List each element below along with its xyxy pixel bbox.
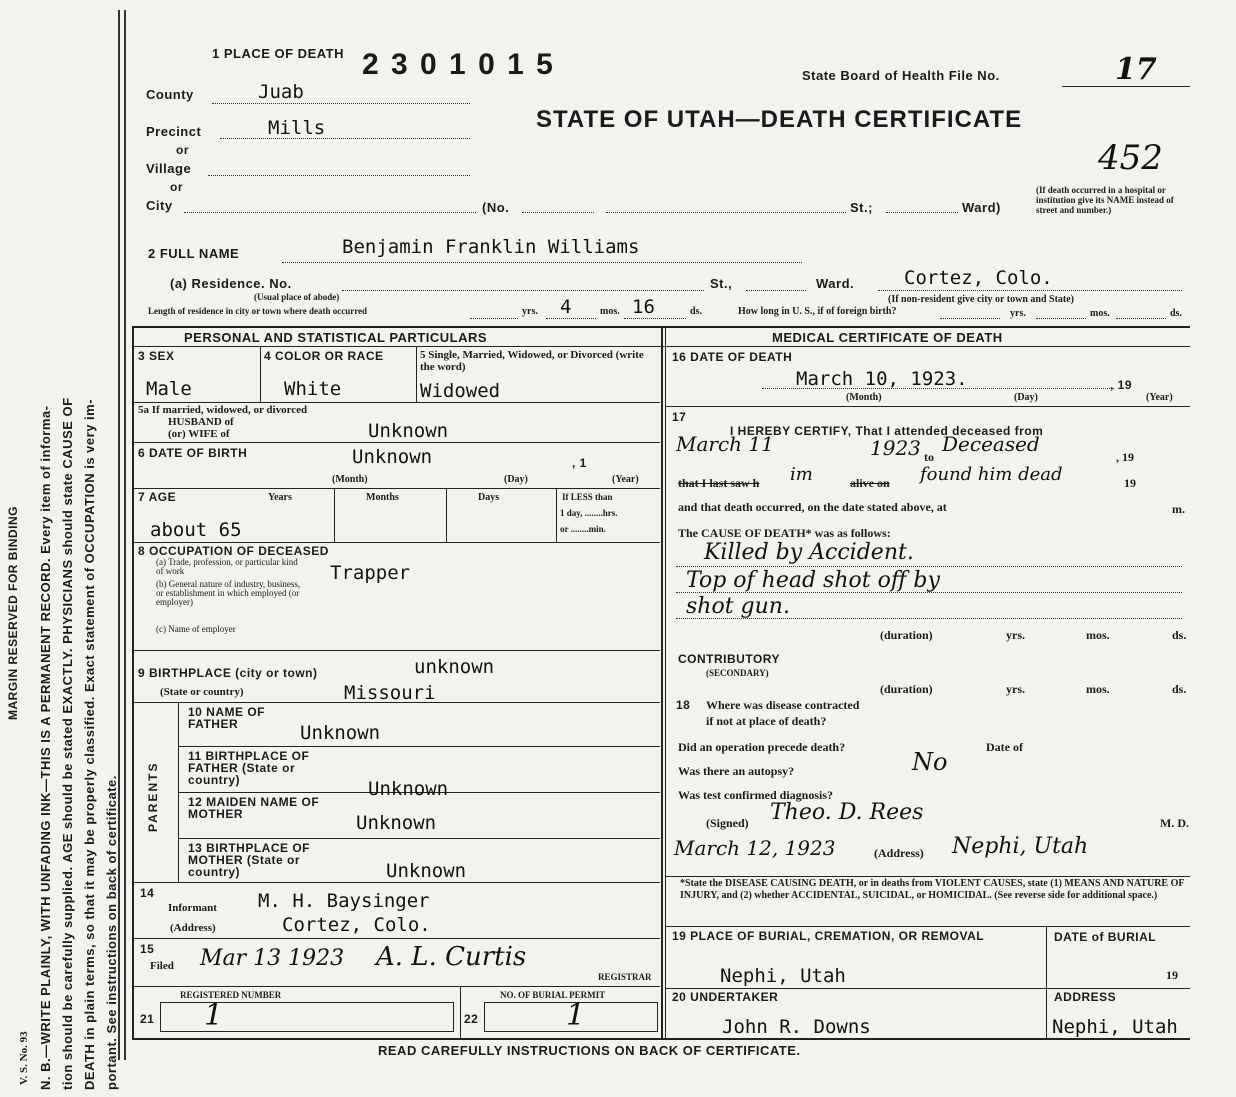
registered-number-value: 1	[204, 998, 224, 1033]
undertaker-address-label: ADDRESS	[1054, 990, 1117, 1004]
father-name-label: 10 NAME OF FATHER	[188, 705, 266, 731]
last-saw-value: im	[790, 464, 813, 485]
husband-label: HUSBAND of	[168, 416, 234, 428]
non-resident-note: (If non-resident give city or town and State)	[888, 294, 1075, 305]
residence-months: 16	[632, 296, 655, 318]
autopsy-label: Was there an autopsy?	[678, 764, 795, 778]
residence-ward-label: Ward.	[816, 276, 855, 291]
md-label: M. D.	[1160, 816, 1189, 830]
alive-on-label: alive on	[850, 476, 890, 490]
mother-maiden-name-label: 12 MAIDEN NAME OF MOTHER	[188, 795, 320, 821]
attended-from-value: March 11	[676, 432, 774, 456]
day-label: (Day)	[1014, 392, 1038, 403]
operation-date-label: Date of	[986, 740, 1023, 754]
mos-label: mos.	[1090, 308, 1110, 319]
registered-number-label: REGISTERED NUMBER	[180, 990, 282, 1000]
ds-label: ds.	[690, 306, 702, 317]
spouse-value: Unknown	[368, 420, 449, 442]
residence-street-label: St.,	[710, 276, 733, 291]
yrs-label: yrs.	[1006, 682, 1025, 696]
marital-status-label: 5 Single, Married, Widowed, or Divorced (write the word)	[420, 349, 644, 373]
usual-abode-label: (Usual place of abode)	[254, 292, 340, 302]
found-dead-value: found him dead	[920, 464, 1063, 485]
physician-address-label: (Address)	[874, 846, 924, 860]
handwritten-number: 452	[1098, 138, 1163, 178]
file-number-label: State Board of Health File No.	[802, 68, 1000, 83]
occupation-label: 8 OCCUPATION OF DECEASED	[138, 544, 329, 558]
margin-note-line-2: tion should be carefully supplied. AGE should be stated EXACTLY. PHYSICIANS should state CAUSE OF	[60, 397, 75, 1090]
precinct-value: Mills	[268, 117, 326, 139]
occupation-value: Trapper	[330, 562, 411, 584]
spouse-label: 5a If married, widowed, or divorced	[138, 404, 308, 416]
mother-maiden-name-value: Unknown	[356, 812, 437, 834]
burial-permit-label: NO. OF BURIAL PERMIT	[500, 990, 606, 1000]
yrs-label: yrs.	[522, 306, 538, 317]
undertaker-label: 20 UNDERTAKER	[672, 990, 779, 1004]
physician-signature: Theo. D. Rees	[770, 800, 924, 825]
where-contracted-label: Where was disease contracted	[706, 698, 860, 712]
date-of-death-label: 16 DATE OF DEATH	[672, 350, 793, 364]
duration-label: (duration)	[880, 682, 933, 696]
mos-label: mos.	[1086, 628, 1110, 642]
cause-of-death-line-3: shot gun.	[686, 594, 790, 619]
attended-from-year: 1923	[870, 436, 921, 460]
attended-year-prefix: , 19	[1116, 450, 1134, 464]
residence-label: (a) Residence. No.	[170, 276, 292, 291]
mos-label: mos.	[1086, 682, 1110, 696]
wife-label: (or) WIFE of	[168, 428, 230, 440]
county-label: County	[146, 87, 194, 102]
burial-year-prefix: 19	[1166, 968, 1178, 982]
hours-label: 1 day, ........hrs.	[560, 508, 618, 518]
informant-address-value: Cortez, Colo.	[282, 914, 431, 936]
father-birthplace-value: Unknown	[368, 778, 449, 800]
day-label: (Day)	[504, 474, 528, 485]
marital-status-value: Widowed	[420, 380, 501, 402]
color-race-value: White	[284, 378, 342, 400]
occupation-trade-label: (a) Trade, profession, or particular kind of work	[156, 557, 298, 576]
informant-number: 14	[140, 886, 155, 900]
birthplace-state-value: Missouri	[344, 682, 436, 704]
birthplace-city-value: unknown	[414, 656, 495, 678]
field-17-label: 17	[672, 410, 687, 424]
cause-footnote: *State the DISEASE CAUSING DEATH, or in deaths from VIOLENT CAUSES, state (1) MEANS AND NATURE OF INJURY, and (2) whether ACCIDENTAL, SUICIDAL, or HOMICIDAL. (See reverse side for additional space.)	[680, 878, 1185, 901]
employer-label: (c) Name of employer	[156, 624, 236, 634]
city-label: City	[146, 198, 173, 213]
date-of-birth-label: 6 DATE OF BIRTH	[138, 446, 248, 460]
cause-of-death-label: The CAUSE OF DEATH* was as follows:	[678, 526, 891, 540]
certificate-title: STATE OF UTAH—DEATH CERTIFICATE	[536, 106, 1023, 133]
margin-reserved-text: MARGIN RESERVED FOR BINDING	[6, 506, 20, 720]
signed-date: March 12, 1923	[674, 836, 836, 860]
burial-date-label: DATE of BURIAL	[1054, 930, 1157, 944]
cause-of-death-line-2: Top of head shot off by	[686, 568, 940, 593]
informant-label: Informant	[168, 902, 217, 914]
days-label: Days	[478, 492, 500, 503]
informant-address-label: (Address)	[170, 922, 216, 934]
burial-place-label: 19 PLACE OF BURIAL, CREMATION, OR REMOVAL	[672, 929, 985, 943]
vs-number: V. S. No. 93	[18, 1031, 30, 1085]
less-than-label: If LESS than	[562, 492, 613, 502]
or-label: or	[170, 180, 183, 194]
yrs-label: yrs.	[1006, 628, 1025, 642]
death-occurred-label: and that death occurred, on the date stated above, at	[678, 500, 947, 514]
to-label: to	[924, 450, 934, 464]
place-of-death-label: 1 PLACE OF DEATH	[212, 46, 344, 61]
medical-section-title: MEDICAL CERTIFICATE OF DEATH	[772, 330, 1003, 345]
certificate-stamp-number: 2 3 0 1 0 1 5	[362, 48, 555, 81]
undertaker-value: John R. Downs	[722, 1016, 871, 1038]
m-label: m.	[1172, 502, 1185, 516]
age-value: about 65	[150, 519, 242, 541]
undertaker-address-value: Nephi, Utah	[1052, 1016, 1178, 1038]
burial-permit-field: 22	[464, 1012, 479, 1026]
mother-birthplace-value: Unknown	[386, 860, 467, 882]
secondary-label: (SECONDARY)	[706, 668, 769, 678]
ds-label: ds.	[1170, 308, 1182, 319]
year-label: (Year)	[1146, 392, 1173, 403]
occupation-industry-label: (b) General nature of industry, business, or establishment in which employed (or employer)	[156, 579, 301, 607]
or-label: or	[176, 143, 189, 157]
month-label: (Month)	[846, 392, 882, 403]
dob-year-prefix: , 1	[572, 456, 587, 470]
month-label: (Month)	[332, 474, 368, 485]
registered-number-field: 21	[140, 1012, 155, 1026]
length-of-residence-label: Length of residence in city or town where death occurred	[148, 306, 368, 316]
filed-label: Filed	[150, 960, 174, 972]
burial-permit-value: 1	[566, 998, 586, 1033]
filed-number: 15	[140, 942, 155, 956]
how-long-in-us-label: How long in U. S., if of foreign birth?	[738, 306, 897, 317]
minutes-label: or ........min.	[560, 524, 606, 534]
margin-note-line-3: DEATH in plain terms, so that it may be properly classified. Exact statement of OCCUPATION is very im-	[82, 398, 97, 1090]
street-label: St.;	[850, 200, 873, 215]
burial-place-value: Nephi, Utah	[720, 965, 846, 987]
certify-label: I HEREBY CERTIFY, That I attended deceased from	[730, 424, 1044, 438]
date-of-death-value: March 10, 1923.	[796, 368, 968, 390]
birthplace-label: 9 BIRTHPLACE (city or town)	[138, 666, 318, 680]
mother-birthplace-label: 13 BIRTHPLACE OF MOTHER (State or country)	[188, 841, 311, 879]
year-label: (Year)	[612, 474, 639, 485]
field-18-label: 18	[676, 698, 691, 712]
sex-value: Male	[146, 378, 192, 400]
contributory-label: CONTRIBUTORY	[678, 652, 780, 666]
father-birthplace-label: 11 BIRTHPLACE OF FATHER (State or country)	[188, 749, 310, 787]
full-name-value: Benjamin Franklin Williams	[342, 236, 640, 258]
last-saw-label: that I last saw h	[678, 476, 760, 490]
street-number-label: (No.	[482, 200, 510, 215]
hospital-note: (If death occurred in a hospital or institution give its NAME instead of street and number.)	[1036, 185, 1174, 215]
yrs-label: yrs.	[1010, 308, 1026, 319]
last-saw-year: 19	[1124, 476, 1136, 490]
ds-label: ds.	[1172, 682, 1187, 696]
registrar-signature: A. L. Curtis	[376, 942, 527, 972]
ds-label: ds.	[1172, 628, 1187, 642]
operation-label: Did an operation precede death?	[678, 740, 846, 754]
mos-label: mos.	[600, 306, 620, 317]
residence-years: 4	[560, 296, 572, 318]
duration-label: (duration)	[880, 628, 933, 642]
village-label: Village	[146, 161, 192, 176]
signed-label: (Signed)	[706, 816, 749, 830]
personal-section-title: PERSONAL AND STATISTICAL PARTICULARS	[184, 330, 488, 345]
ward-label: Ward)	[962, 200, 1001, 215]
full-name-label: 2 FULL NAME	[148, 246, 240, 261]
county-value: Juab	[258, 81, 304, 103]
months-label: Months	[366, 492, 399, 503]
file-number: 17	[1115, 52, 1157, 87]
sex-label: 3 SEX	[138, 349, 175, 363]
years-label: Years	[268, 492, 292, 503]
cause-of-death-line-1: Killed by Accident.	[704, 540, 914, 565]
precinct-label: Precinct	[146, 124, 202, 139]
back-instructions-footer: READ CAREFULLY INSTRUCTIONS ON BACK OF CERTIFICATE.	[378, 1043, 801, 1058]
father-name-value: Unknown	[300, 722, 381, 744]
dod-year-prefix: , 19	[1110, 378, 1133, 392]
state-or-country-label: (State or country)	[160, 686, 244, 698]
informant-value: M. H. Baysinger	[258, 890, 430, 912]
physician-address: Nephi, Utah	[952, 834, 1089, 859]
parents-label: PARENTS	[146, 761, 160, 832]
registrar-label: REGISTRAR	[598, 972, 652, 982]
test-confirmed-label: Was test confirmed diagnosis?	[678, 788, 834, 802]
color-race-label: 4 COLOR OR RACE	[264, 349, 384, 363]
margin-note-line-4: portant. See instructions on back of certificate.	[104, 775, 119, 1090]
attended-to-value: Deceased	[942, 432, 1040, 456]
age-label: 7 AGE	[138, 490, 177, 504]
filed-date: Mar 13 1923	[200, 946, 345, 971]
date-of-birth-value: Unknown	[352, 446, 433, 468]
autopsy-value: No	[912, 748, 948, 776]
residence-value: Cortez, Colo.	[904, 267, 1053, 289]
margin-note-line-1: N. B.—WRITE PLAINLY, WITH UNFADING INK—THIS IS A PERMANENT RECORD. Every item of informa-	[38, 405, 53, 1090]
not-at-place-label: if not at place of death?	[706, 714, 827, 728]
